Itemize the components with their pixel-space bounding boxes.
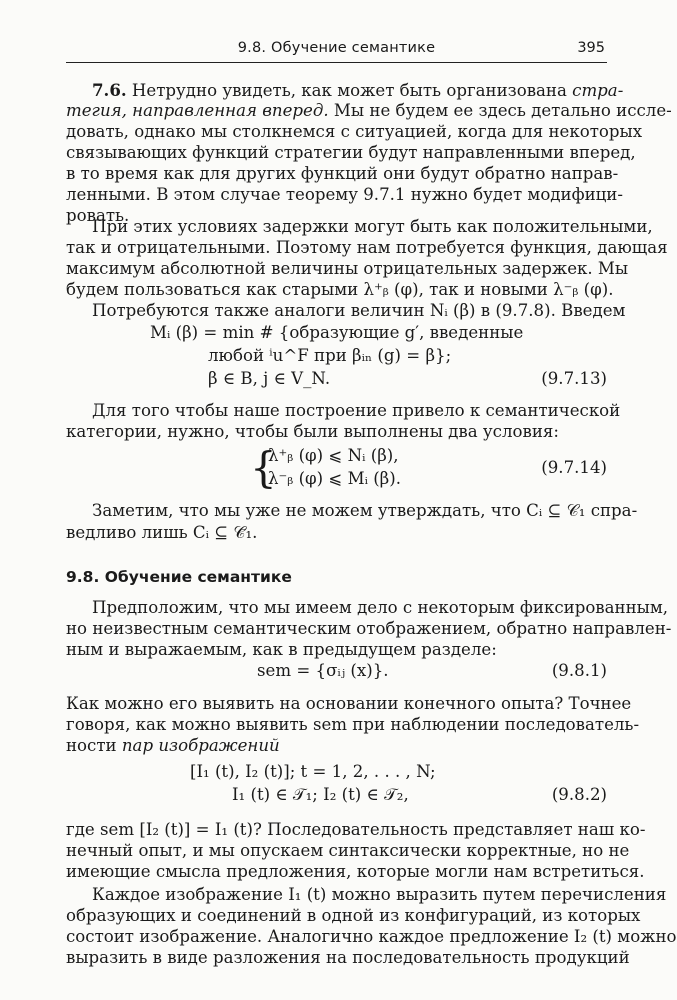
- paragraph-2-line-2: так и отрицательными. Поэтому нам потребуется функция, дающая: [66, 238, 668, 257]
- equation-9-8-2-line-1: [I₁ (t), I₂ (t)]; t = 1, 2, . . . , N;: [190, 762, 436, 781]
- equation-9-7-13-line-1: Mᵢ (β) = min # {образующие g′, введенные: [150, 323, 524, 342]
- paragraph-4-line-2: категории, нужно, чтобы были выполнены два условия:: [66, 422, 559, 441]
- italic-run: тегия, направленная вперед.: [66, 101, 329, 120]
- paragraph-2-line-4: будем пользоваться как старыми λ⁺ᵦ (φ), так и новыми λ⁻ᵦ (φ).: [66, 280, 614, 299]
- paragraph-7-6-line-1: [66, 80, 624, 101]
- equation-number-9-8-2: (9.8.2): [551, 785, 607, 804]
- paragraph-7-6-line-7: ровать.: [66, 206, 130, 225]
- paragraph-9-line-1: Каждое изображение I₁ (t) можно выразить путем перечисления: [92, 885, 667, 904]
- paragraph-7-line-2: говоря, как можно выявить sem при наблюдении последователь-: [66, 715, 640, 734]
- paragraph-7-6-line-6: ленными. В этом случае теорему 9.7.1 нужно будет модифици-: [66, 185, 623, 204]
- paragraph-7-line-1: Как можно его выявить на основании конечного опыта? Точнее: [66, 694, 632, 713]
- running-header: [66, 38, 607, 63]
- paragraph-8-line-2: нечный опыт, и мы опускаем синтаксически корректные, но не: [66, 841, 630, 860]
- paragraph-5-line-2: ведливо лишь Cᵢ ⊆ 𝒞̄₁.: [66, 523, 258, 542]
- equation-9-7-14-line-2: λ⁻ᵦ (φ) ⩽ Mᵢ (β).: [268, 469, 402, 488]
- text-run: ности: [66, 736, 122, 755]
- paragraph-7-6-line-4: связывающих функций стратегии будут направленными вперед,: [66, 143, 636, 162]
- text-run: Мы не будем ее здесь детально иссле-: [328, 101, 672, 120]
- paragraph-2-line-1: При этих условиях задержки могут быть как положительными,: [92, 217, 653, 236]
- equation-9-8-1: sem = {σᵢⱼ (x)}.: [257, 661, 389, 680]
- paragraph-4-line-1: Для того чтобы наше построение привело к семантической: [92, 401, 621, 420]
- paragraph-9-line-4: выразить в виде разложения на последовательность продукций: [66, 948, 630, 967]
- text-run: Нетрудно увидеть, как может быть организована: [126, 81, 573, 100]
- page-number: 395: [577, 40, 605, 56]
- paragraph-3-line-1: Потребуются также аналоги величин Nᵢ (β) в (9.7.8). Введем: [92, 301, 626, 320]
- equation-number-9-7-13: (9.7.13): [541, 369, 607, 388]
- paragraph-8-line-3: имеющие смысла предложения, которые могли нам встретиться.: [66, 862, 645, 881]
- paragraph-9-line-3: состоит изображение. Аналогично каждое предложение I₂ (t) можно: [66, 927, 677, 946]
- paragraph-6-line-3: ным и выражаемым, как в предыдущем разделе:: [66, 640, 497, 659]
- item-number: 7.6.: [92, 80, 127, 100]
- paragraph-8-line-1: где sem [I₂ (t)] = I₁ (t)? Последовательность представляет наш ко-: [66, 820, 646, 839]
- equation-9-8-2-line-2: I₁ (t) ∈ 𝒯₁; I₂ (t) ∈ 𝒯₂,: [232, 785, 409, 804]
- paragraph-7-6-line-2: [66, 101, 672, 122]
- equation-9-7-14-line-1: λ⁺ᵦ (φ) ⩽ Nᵢ (β),: [268, 446, 399, 465]
- italic-run: стра-: [572, 81, 624, 100]
- paragraph-9-line-2: образующих и соединений в одной из конфигураций, из которых: [66, 906, 641, 925]
- italic-run: пар изображений: [121, 736, 280, 755]
- equation-number-9-7-14: (9.7.14): [541, 458, 607, 477]
- paragraph-7-6-line-5: в то время как для других функций они будут обратно направ-: [66, 164, 619, 183]
- equation-9-7-13-line-3: β ∈ B, j ∈ V_N.: [208, 369, 331, 388]
- paragraph-2-line-3: максимум абсолютной величины отрицательных задержек. Мы: [66, 259, 629, 278]
- paragraph-5-line-1: Заметим, что мы уже не можем утверждать, что Cᵢ ⊆ 𝒞₁ спра-: [92, 501, 638, 520]
- left-brace: {: [250, 443, 277, 492]
- section-heading: 9.8. Обучение семантике: [66, 568, 292, 586]
- paragraph-7-6-line-3: довать, однако мы столкнемся с ситуацией, когда для некоторых: [66, 122, 643, 141]
- paragraph-6-line-1: Предположим, что мы имеем дело с некоторым фиксированным,: [92, 598, 669, 617]
- equation-number-9-8-1: (9.8.1): [551, 661, 607, 680]
- paragraph-7-line-3: [66, 736, 607, 757]
- equation-9-7-13-line-2: любой ⁱu^F при βᵢₙ (g) = β};: [208, 346, 452, 365]
- paragraph-6-line-2: но неизвестным семантическим отображением, обратно направлен-: [66, 619, 672, 638]
- running-title: 9.8. Обучение семантике: [237, 40, 436, 56]
